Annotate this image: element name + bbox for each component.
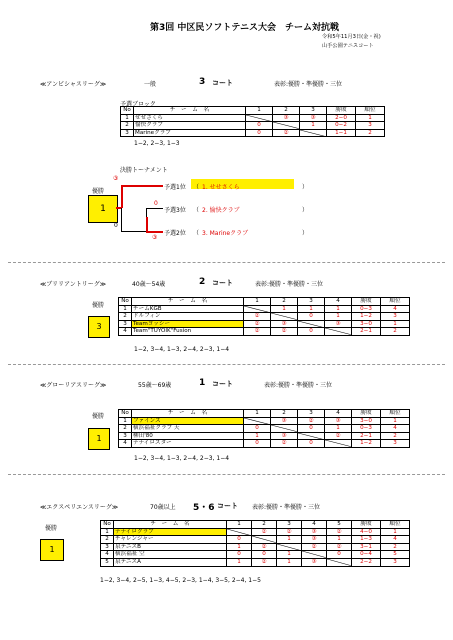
diagonal-cell xyxy=(327,558,352,566)
slot-team: 1. せせさくら xyxy=(202,184,240,191)
table-header-cell: 順位 xyxy=(381,410,410,418)
table-header-cell: 1 xyxy=(227,521,252,529)
row-no: 1 xyxy=(101,528,114,536)
bracket-line xyxy=(121,208,122,232)
score-cell: 1 xyxy=(325,425,352,433)
team-name: 柳田'80 xyxy=(132,432,244,440)
winner-label: 優勝 xyxy=(92,413,105,420)
row-no: 5 xyxy=(101,558,114,566)
winner-label: 優勝 xyxy=(92,188,105,195)
team-name: ナナイロクラブ xyxy=(114,528,227,536)
winner-box: 1 xyxy=(88,428,110,450)
section-divider xyxy=(8,474,445,475)
court-label: コート xyxy=(212,79,233,87)
score-cell: ② xyxy=(273,129,300,137)
league-title: ≪アンビシャスリーグ≫ xyxy=(40,81,107,88)
score-cell: 0 xyxy=(252,551,277,559)
table-row xyxy=(121,122,385,130)
win-loss: 0−3 xyxy=(352,305,381,313)
bracket-line xyxy=(121,185,123,208)
diagonal-cell xyxy=(325,440,352,448)
results-table xyxy=(120,106,385,137)
score-cell: 0 xyxy=(246,129,273,137)
win-loss: 4−0 xyxy=(352,528,381,536)
table-header-cell: 2 xyxy=(271,410,298,418)
bracket-score: ③ xyxy=(152,234,158,241)
table-header-cell: No xyxy=(119,410,132,418)
score-cell: ③ xyxy=(271,417,298,425)
diagonal-cell xyxy=(325,328,352,336)
results-table xyxy=(100,520,410,567)
score-cell: ② xyxy=(252,543,277,551)
table-header-cell: チ ー ム 名 xyxy=(132,298,244,306)
tournament-label: 決勝トーナメント xyxy=(120,167,168,174)
table-row xyxy=(101,528,410,536)
win-loss: 1−2 xyxy=(352,440,381,448)
winner-box: 1 xyxy=(40,539,64,561)
team-name: ファインズ xyxy=(132,417,244,425)
rank: 1 xyxy=(381,320,410,328)
section-divider xyxy=(8,364,445,365)
score-cell: 0 xyxy=(227,536,252,544)
row-no: 4 xyxy=(119,328,132,336)
rank: 3 xyxy=(356,122,385,130)
row-no: 3 xyxy=(119,320,132,328)
header-col: 1 xyxy=(246,107,273,115)
score-cell: ② xyxy=(327,528,352,536)
court-label: コート xyxy=(212,279,233,287)
table-header-cell: 3 xyxy=(277,521,302,529)
team-name: 泉テニスB xyxy=(114,543,227,551)
table-row xyxy=(119,313,410,321)
win-loss: 0−3 xyxy=(352,425,381,433)
bracket-line xyxy=(121,231,147,232)
score-cell: 0 xyxy=(298,313,325,321)
rank: 2 xyxy=(356,129,385,137)
score-cell: 1 xyxy=(277,551,302,559)
win-loss: 3−1 xyxy=(352,543,381,551)
bracket-paren: ） xyxy=(302,184,309,191)
bracket-line xyxy=(121,185,163,187)
row-no: 2 xyxy=(119,425,132,433)
win-loss: 1−1 xyxy=(327,129,356,137)
league-category: 40歳～54歳 xyxy=(132,281,166,288)
bracket-line xyxy=(146,208,163,209)
win-loss: 2−1 xyxy=(352,432,381,440)
slot-team: 3. Marineクラブ xyxy=(202,230,249,237)
score-cell: ③ xyxy=(325,320,352,328)
header-col: 3 xyxy=(300,107,327,115)
score-cell: 1 xyxy=(277,558,302,566)
row-no: 4 xyxy=(101,551,114,559)
score-cell: 0 xyxy=(244,425,271,433)
table-header-cell: 順位 xyxy=(381,298,410,306)
rank: 1 xyxy=(356,114,385,122)
score-cell: ② xyxy=(298,417,325,425)
score-cell: ③ xyxy=(300,114,327,122)
rank: 2 xyxy=(381,432,410,440)
bracket-line xyxy=(146,217,148,232)
page-title: 第3回 中区民ソフトテニス大会 チーム対抗戦 xyxy=(150,23,340,33)
diagonal-cell xyxy=(244,417,271,425)
row-no: 2 xyxy=(119,313,132,321)
team-name: チャレンジャー xyxy=(114,536,227,544)
league-title: ≪グローリアスリーグ≫ xyxy=(40,382,107,389)
winner-box: 1 xyxy=(88,195,118,223)
score-cell: ② xyxy=(244,328,271,336)
award-info: 表彰:優勝・準優勝・三位 xyxy=(274,81,343,88)
court-number: 5・6 xyxy=(193,503,215,513)
bracket-paren: （ xyxy=(193,230,200,237)
table-header-cell: チ ー ム 名 xyxy=(114,521,227,529)
rank: 4 xyxy=(381,305,410,313)
rank: 5 xyxy=(381,551,410,559)
team-name: ナナイロスター xyxy=(132,440,244,448)
rank: 3 xyxy=(381,313,410,321)
diagonal-cell xyxy=(271,425,298,433)
diagonal-cell xyxy=(302,551,327,559)
table-header-cell: 5 xyxy=(327,521,352,529)
slot-label: 予選1位 xyxy=(164,184,186,191)
score-cell: 0 xyxy=(327,551,352,559)
row-no: 1 xyxy=(119,305,132,313)
row-no: 4 xyxy=(119,440,132,448)
slot-team: 2. 愉快クラブ xyxy=(202,207,240,214)
bracket-line xyxy=(146,231,163,233)
court-number: 1 xyxy=(199,378,206,388)
league-title: ≪エクスペリエンスリーグ≫ xyxy=(40,504,119,511)
team-name: 横浜福祉クラブ 天 xyxy=(132,425,244,433)
score-cell: 1 xyxy=(277,536,302,544)
score-cell: ② xyxy=(244,320,271,328)
row-no: 3 xyxy=(101,543,114,551)
score-cell: 1 xyxy=(227,543,252,551)
league-category: 一般 xyxy=(144,81,157,88)
win-loss: 2−1 xyxy=(352,328,381,336)
score-cell: 1 xyxy=(327,536,352,544)
team-name: せせさくら xyxy=(134,114,246,122)
score-cell: 0 xyxy=(298,425,325,433)
score-cell: ③ xyxy=(273,114,300,122)
court-number: 3 xyxy=(199,77,206,87)
score-cell: 0 xyxy=(298,328,325,336)
table-row xyxy=(119,328,410,336)
score-cell: ③ xyxy=(271,320,298,328)
score-cell: 1 xyxy=(298,305,325,313)
team-name: 泉テニスA xyxy=(114,558,227,566)
team-name: 横浜福祉 空 xyxy=(114,551,227,559)
score-cell: 0 xyxy=(246,122,273,130)
header-team: チ ー ム 名 xyxy=(134,107,246,115)
award-info: 表彰:優勝・準優勝・三位 xyxy=(264,382,333,389)
table-header-cell: 勝敗 xyxy=(352,298,381,306)
rank: 4 xyxy=(381,425,410,433)
table-row xyxy=(119,417,410,425)
win-loss: 2−0 xyxy=(327,114,356,122)
match-order: 1−2, 3−4, 1−3, 2−4, 2−3, 1−4 xyxy=(134,455,230,462)
bracket-paren: （ xyxy=(193,184,200,191)
score-cell: ② xyxy=(271,328,298,336)
bracket-score: ③ xyxy=(113,175,119,182)
win-loss: 3−0 xyxy=(352,417,381,425)
row-no: 2 xyxy=(101,536,114,544)
table-row xyxy=(121,114,385,122)
table-header-cell: 3 xyxy=(298,298,325,306)
header-no: No xyxy=(121,107,134,115)
score-cell: ③ xyxy=(302,536,327,544)
bracket-paren: ） xyxy=(302,230,309,237)
score-cell: 0 xyxy=(298,440,325,448)
court-label: コート xyxy=(217,502,238,510)
winner-label: 優勝 xyxy=(92,302,105,309)
table-row xyxy=(101,543,410,551)
winner-box: 3 xyxy=(88,316,110,338)
diagonal-cell xyxy=(271,313,298,321)
header-col: 2 xyxy=(273,107,300,115)
rank: 4 xyxy=(381,536,410,544)
row-no: 1 xyxy=(119,417,132,425)
score-cell: 1 xyxy=(271,305,298,313)
table-header-cell: 1 xyxy=(244,410,271,418)
table-row xyxy=(101,536,410,544)
team-name: ドルフィン xyxy=(132,313,244,321)
team-name: Marineクラブ xyxy=(134,129,246,137)
rank: 1 xyxy=(381,417,410,425)
row-no: 3 xyxy=(121,129,134,137)
diagonal-cell xyxy=(298,432,325,440)
table-row xyxy=(101,551,410,559)
results-table xyxy=(118,297,410,336)
diagonal-cell xyxy=(300,129,327,137)
row-no: 3 xyxy=(119,432,132,440)
score-cell: ② xyxy=(302,543,327,551)
award-info: 表彰:優勝・準優勝・三位 xyxy=(252,504,321,511)
score-cell: 1 xyxy=(325,305,352,313)
bracket-paren: ） xyxy=(302,207,309,214)
diagonal-cell xyxy=(277,543,302,551)
table-header-cell: チ ー ム 名 xyxy=(132,410,244,418)
table-row xyxy=(101,558,410,566)
score-cell: ② xyxy=(325,432,352,440)
court-label: コート xyxy=(212,380,233,388)
table-header-cell: 3 xyxy=(298,410,325,418)
league-title: ≪ブリリアントリーグ≫ xyxy=(40,281,107,288)
win-loss: 2−2 xyxy=(352,558,381,566)
win-loss: 3−0 xyxy=(352,320,381,328)
league-category: 55歳～69歳 xyxy=(138,382,172,389)
rank: 2 xyxy=(381,328,410,336)
table-header-cell: No xyxy=(101,521,114,529)
diagonal-cell xyxy=(298,320,325,328)
table-header-cell: 2 xyxy=(271,298,298,306)
table-header-cell: 勝敗 xyxy=(352,521,381,529)
diagonal-cell xyxy=(273,122,300,130)
rank: 2 xyxy=(381,543,410,551)
section-divider xyxy=(8,262,445,263)
diagonal-cell xyxy=(252,536,277,544)
row-no: 2 xyxy=(121,122,134,130)
score-cell: 0 xyxy=(244,440,271,448)
table-row xyxy=(119,320,410,328)
score-cell: ② xyxy=(244,313,271,321)
table-header-cell: 4 xyxy=(325,410,352,418)
event-date: 令和5年11月3日(金・祝) xyxy=(322,34,381,40)
score-cell: ② xyxy=(252,528,277,536)
table-row xyxy=(119,305,410,313)
table-header-cell: 4 xyxy=(302,521,327,529)
diagonal-cell xyxy=(246,114,273,122)
score-cell: ② xyxy=(252,558,277,566)
score-cell: 1 xyxy=(300,122,327,130)
table-header-cell: No xyxy=(119,298,132,306)
win-loss: 0−4 xyxy=(352,551,381,559)
diagonal-cell xyxy=(227,528,252,536)
slot-label: 予選2位 xyxy=(164,230,186,237)
table-row xyxy=(119,440,410,448)
score-cell: ② xyxy=(271,440,298,448)
event-venue: 山手公園テニスコート xyxy=(322,43,374,49)
rank: 1 xyxy=(381,528,410,536)
team-name: Team"TUYOIK"Fusion xyxy=(132,328,244,336)
winner-label: 優勝 xyxy=(45,525,58,532)
rank: 3 xyxy=(381,440,410,448)
bracket-paren: （ xyxy=(193,207,200,214)
table-row xyxy=(119,425,410,433)
match-order: 1−2, 3−4, 2−5, 1−3, 4−5, 2−3, 1−4, 3−5, 2−4, 1−5 xyxy=(100,577,261,584)
league-category: 70歳以上 xyxy=(150,504,176,511)
match-order: 1−2, 2−3, 1−3 xyxy=(134,140,180,147)
win-loss: 0−2 xyxy=(327,122,356,130)
award-info: 表彰:優勝・準優勝・三位 xyxy=(255,281,324,288)
match-order: 1−2, 3−4, 1−3, 2−4, 2−3, 1−4 xyxy=(134,346,230,353)
diagonal-cell xyxy=(244,305,271,313)
header-wl: 勝敗 xyxy=(327,107,356,115)
results-table xyxy=(118,409,410,448)
score-cell: 1 xyxy=(325,313,352,321)
score-cell: 1 xyxy=(227,558,252,566)
score-cell: 1 xyxy=(244,432,271,440)
team-name: 愉快クラブ xyxy=(134,122,246,130)
score-cell: 0 xyxy=(227,551,252,559)
court-number: 2 xyxy=(199,277,206,287)
table-row xyxy=(121,129,385,137)
score-cell: ③ xyxy=(271,432,298,440)
bracket-score: 0 xyxy=(154,200,158,207)
score-cell: ③ xyxy=(325,417,352,425)
score-cell: ③ xyxy=(302,558,327,566)
table-row xyxy=(119,432,410,440)
score-cell: ② xyxy=(277,528,302,536)
table-header-cell: 順位 xyxy=(381,521,410,529)
table-header-cell: 4 xyxy=(325,298,352,306)
row-no: 1 xyxy=(121,114,134,122)
win-loss: 1−2 xyxy=(352,313,381,321)
block-label: 予選ブロック xyxy=(120,101,156,108)
win-loss: 1−3 xyxy=(352,536,381,544)
team-name: チームKGB xyxy=(132,305,244,313)
table-header-cell: 2 xyxy=(252,521,277,529)
rank: 3 xyxy=(381,558,410,566)
bracket-score: 0 xyxy=(114,222,118,229)
score-cell: ② xyxy=(327,543,352,551)
table-header-cell: 勝敗 xyxy=(352,410,381,418)
slot-label: 予選3位 xyxy=(164,207,186,214)
header-rank: 順位 xyxy=(356,107,385,115)
score-cell: ③ xyxy=(302,528,327,536)
team-name: Teamヨッシー xyxy=(132,320,244,328)
table-header-cell: 1 xyxy=(244,298,271,306)
